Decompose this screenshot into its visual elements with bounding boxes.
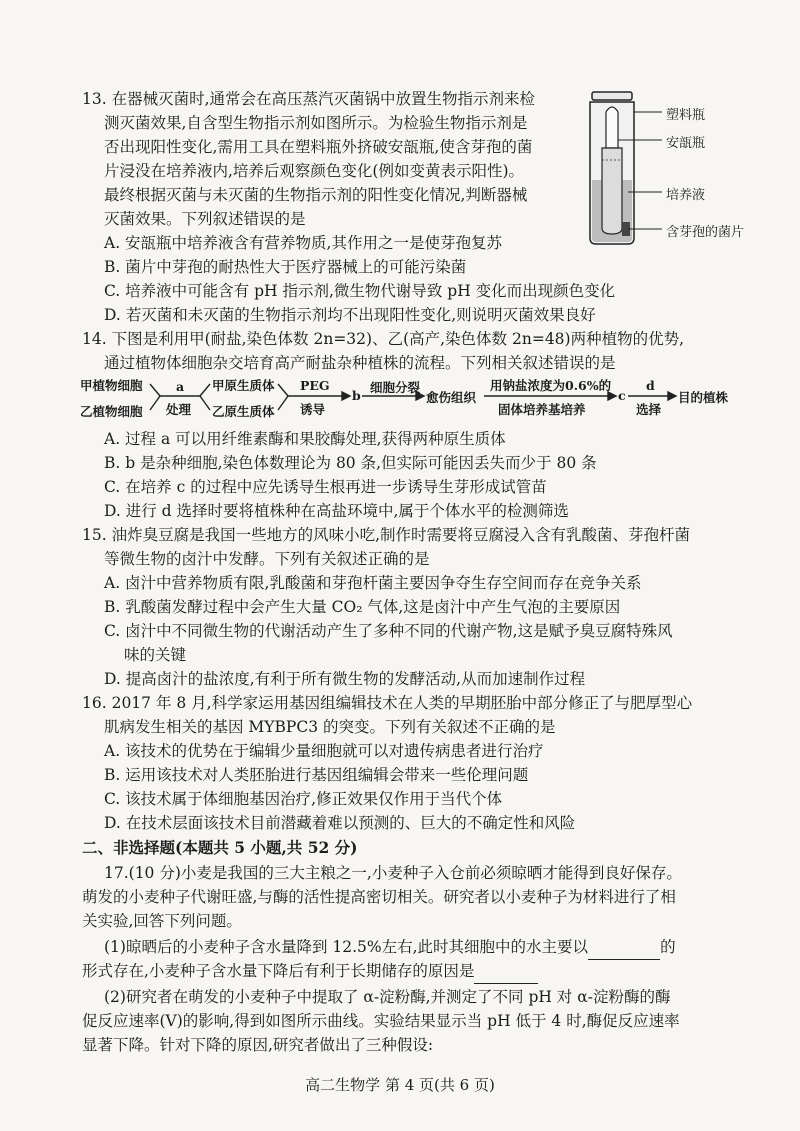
q13-line-1: 13. 在器械灭菌时,通常会在高压蒸汽灭菌锅中放置生物指示剂来检 — [82, 90, 536, 108]
q17-intro-3: 关实验,回答下列问题。 — [82, 912, 242, 930]
q15-option-c: C. 卤汁中不同微生物的代谢活动产生了多种不同的代谢产物,这是赋予臭豆腐特殊风 — [104, 622, 673, 640]
q13-option-d: D. 若灭菌和未灭菌的生物指示剂均不出现阳性变化,则说明灭菌效果良好 — [104, 306, 596, 324]
flow-medium-bottom: 固体培养基培养 — [498, 402, 586, 417]
q14-option-a: A. 过程 a 可以用纤维素酶和果胶酶处理,获得两种原生质体 — [104, 430, 506, 448]
q17-part1-line2 — [82, 960, 538, 984]
q15-option-b: B. 乳酸菌发酵过程中会产生大量 CO₂ 气体,这是卤汁中产生气泡的主要原因 — [104, 598, 621, 616]
flow-fenlie: 细胞分裂 — [370, 380, 421, 395]
flow-peg: PEG — [300, 378, 330, 393]
q14-option-d: D. 进行 d 选择时要将植株种在高盐环境中,属于个体水平的检测筛选 — [104, 502, 569, 520]
flow-b: b — [352, 388, 361, 403]
label-ampoule: 安瓿瓶 — [666, 136, 706, 151]
q15-line-1: 15. 油炸臭豆腐是我国一些地方的风味小吃,制作时需要将豆腐浸入含有乳酸菌、芽孢杆菌 — [82, 526, 691, 544]
q17-part1-text-a: (1)晾晒后的小麦种子含水量降到 12.5%左右,此时其细胞中的水主要以 — [104, 938, 589, 956]
q17-intro-2: 萌发的小麦种子代谢旺盛,与酶的活性提高密切相关。研究者以小麦种子为材料进行了相 — [82, 888, 676, 906]
flow-c: c — [618, 388, 626, 403]
q13-option-a: A. 安瓿瓶中培养液含有营养物质,其作用之一是使芽孢复苏 — [104, 234, 502, 252]
flow-jia-cell: 甲植物细胞 — [80, 378, 143, 393]
q14-option-b: B. b 是杂种细胞,染色体数理论为 80 条,但实际可能因丢失而少于 80 条 — [104, 454, 597, 472]
q15-option-a: A. 卤汁中营养物质有限,乳酸菌和芽孢杆菌主要因争夺生存空间而存在竞争关系 — [104, 574, 642, 592]
q13-line-5: 最终根据灭菌与未灭菌的生物指示剂的阳性变化情况,判断器械 — [104, 186, 528, 204]
q16-option-b: B. 运用该技术对人类胚胎进行基因组编辑会带来一些伦理问题 — [104, 766, 529, 784]
q16-option-c: C. 该技术属于体细胞基因治疗,修正效果仅作用于当代个体 — [104, 790, 503, 808]
flow-xuanze: 选择 — [636, 402, 662, 417]
q17-part1-line1 — [104, 936, 676, 960]
q14-line-2: 通过植物体细胞杂交培育高产耐盐杂种植株的流程。下列相关叙述错误的是 — [104, 354, 616, 372]
flow-d: d — [646, 378, 655, 393]
label-spore-strip: 含芽孢的菌片 — [666, 225, 745, 240]
flow-yi-cell: 乙植物细胞 — [80, 404, 143, 419]
q16-line-2: 肌病发生相关的基因 MYBPC3 的突变。下列有关叙述不正确的是 — [104, 718, 556, 736]
q17-part2-line2: 促反应速率(V)的影响,得到如图所示曲线。实验结果显示当 pH 低于 4 时,酶促反应速率 — [82, 1012, 680, 1030]
q15-option-d: D. 提高卤汁的盐浓度,有利于所有微生物的发酵活动,从而加速制作过程 — [104, 670, 586, 688]
q17-part1-text-c: 形式存在,小麦种子含水量下降后有利于长期储存的原因是 — [82, 962, 475, 980]
q17-part2-line1: (2)研究者在萌发的小麦种子中提取了 α-淀粉酶,并测定了不同 pH 对 α-淀粉酶的酶 — [104, 988, 671, 1006]
flow-target: 目的植株 — [678, 390, 729, 405]
q16-line-1: 16. 2017 年 8 月,科学家运用基因组编辑技术在人类的早期胚胎中部分修正了与肥厚型心 — [82, 694, 693, 712]
q13-line-2: 测灭菌效果,自含型生物指示剂如图所示。为检验生物指示剂是 — [104, 114, 528, 132]
answer-blank-1[interactable] — [588, 936, 660, 960]
flow-medium-top: 用钠盐浓度为0.6%的 — [490, 378, 612, 393]
q17-part2-line3: 显著下降。针对下降的原因,研究者做出了三种假设: — [82, 1036, 434, 1054]
q15-line-2: 等微生物的卤汁中发酵。下列有关叙述正确的是 — [104, 550, 430, 568]
flow-step-a: a — [176, 379, 185, 394]
q13-line-6: 灭菌效果。下列叙述错误的是 — [104, 210, 306, 228]
flow-chuli: 处理 — [166, 402, 192, 417]
hybridization-flow-diagram — [80, 372, 780, 422]
label-culture-liquid: 培养液 — [666, 188, 706, 203]
q13-option-b: B. 菌片中芽孢的耐热性大于医疗器械上的可能污染菌 — [104, 258, 467, 276]
q13-option-c: C. 培养液中可能含有 pH 指示剂,微生物代谢导致 pH 变化而出现颜色变化 — [104, 282, 616, 300]
q16-option-d: D. 在技术层面该技术目前潜藏着难以预测的、巨大的不确定性和风险 — [104, 814, 576, 832]
q14-option-c: C. 在培养 c 的过程中应先诱导生根再进一步诱导生芽形成试管苗 — [104, 478, 547, 496]
label-plastic-bottle: 塑料瓶 — [666, 108, 706, 123]
q17-part1-text-b: 的 — [660, 938, 676, 956]
q13-line-3: 否出现阳性变化,需用工具在塑料瓶外挤破安瓿瓶,使含芽孢的菌 — [104, 138, 533, 156]
flow-yi-proto: 乙原生质体 — [212, 404, 275, 419]
flow-jia-proto: 甲原生质体 — [212, 378, 275, 393]
q13-line-4: 片浸没在培养液内,培养后观察颜色变化(例如变黄表示阳性)。 — [104, 162, 525, 180]
q17-intro-1: 17.(10 分)小麦是我国的三大主粮之一,小麦种子入仓前必须晾晒才能得到良好保存。 — [104, 864, 682, 882]
section-two-heading: 二、非选择题(本题共 5 小题,共 52 分) — [82, 838, 358, 857]
biological-indicator-figure — [578, 88, 778, 248]
q14-line-1: 14. 下图是利用甲(耐盐,染色体数 2n=32)、乙(高产,染色体数 2n=48)两种植物的优势, — [82, 330, 685, 348]
flow-youdao: 诱导 — [300, 402, 326, 417]
answer-blank-2[interactable] — [474, 960, 538, 984]
q16-option-a: A. 该技术的优势在于编辑少量细胞就可以对遗传病患者进行治疗 — [104, 742, 544, 760]
page-footer: 高二生物学 第 4 页(共 6 页) — [305, 1076, 495, 1094]
flow-yushang: 愈伤组织 — [426, 390, 477, 405]
q15-option-c-cont: 味的关键 — [124, 646, 187, 664]
